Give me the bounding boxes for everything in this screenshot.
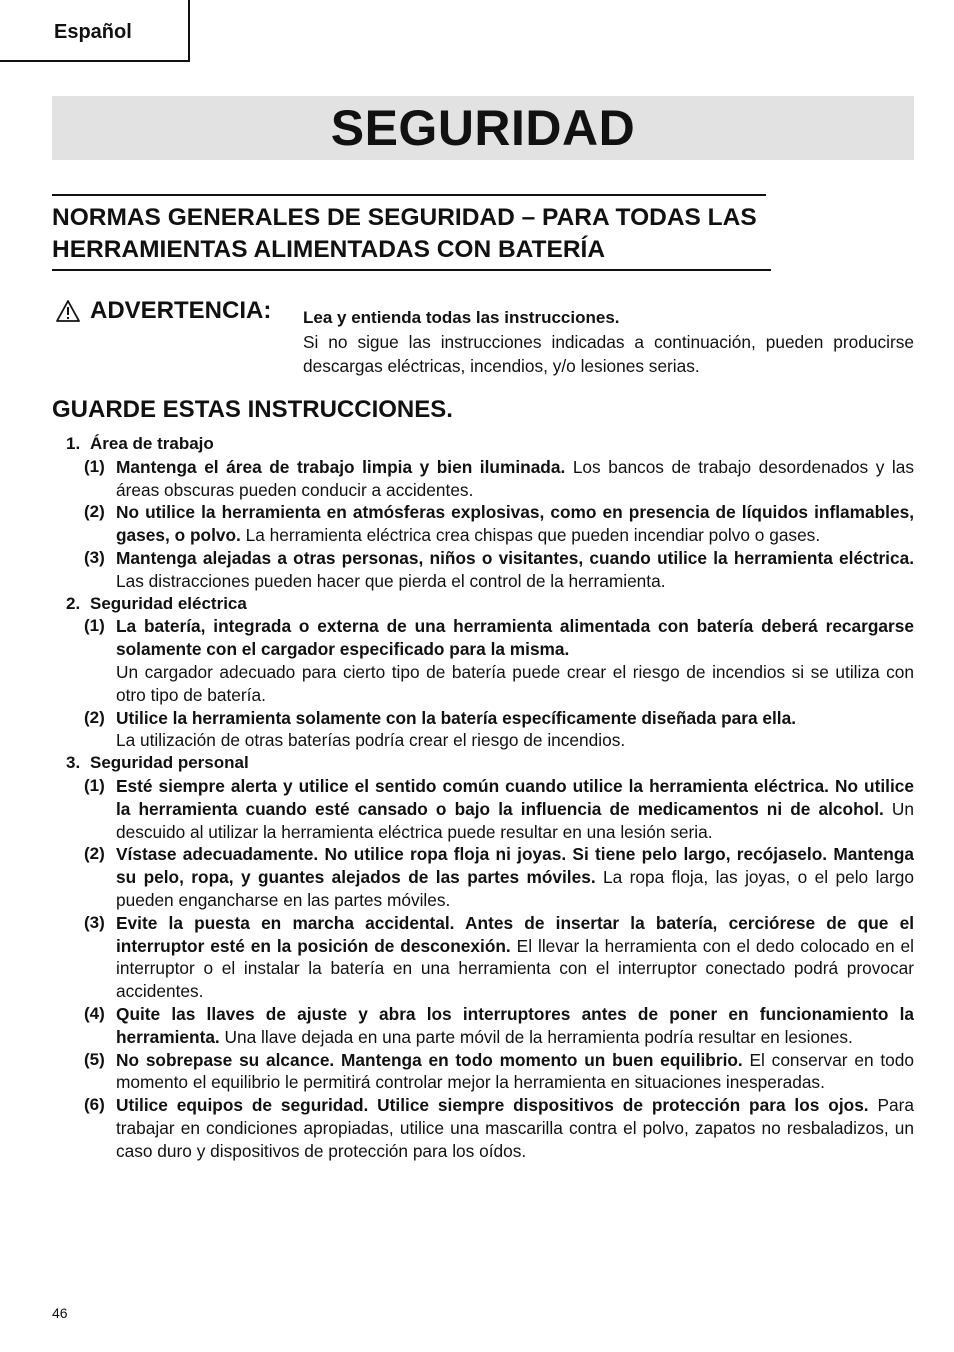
list-item — [84, 707, 914, 753]
save-instructions-heading: GUARDE ESTAS INSTRUCCIONES. — [52, 396, 453, 423]
page-number: 46 — [52, 1305, 68, 1321]
list-item — [84, 1049, 914, 1095]
item-number: (2) — [84, 502, 105, 522]
item-body — [116, 1003, 914, 1049]
heading-bottom-rule — [52, 269, 771, 271]
language-tab — [0, 0, 190, 62]
item-number: (6) — [84, 1095, 105, 1115]
item-text: Una llave dejada en una parte móvil de la herramienta podría resultar en lesiones. — [219, 1026, 853, 1047]
item-text: Para trabajar en condiciones apropiadas, utilice una mascarilla contra el polvo, zapatos no resbaladizos, un caso duro y dispositivos de protección para los oídos. — [116, 1095, 914, 1161]
title-bar — [52, 96, 914, 160]
heading-top-rule — [52, 194, 766, 196]
item-number: (5) — [84, 1049, 105, 1069]
section-title-text: Área de trabajo — [90, 434, 214, 453]
item-bold-text: Vístase adecuadamente. No utilice ropa floja ni joyas. Si tiene pelo largo, recójaselo. Mantenga su pelo, ropa, y guantes alejados de las partes móviles. — [116, 844, 914, 888]
list-item — [84, 912, 914, 1003]
list-item — [84, 547, 914, 593]
item-number: (3) — [84, 547, 105, 567]
item-body — [116, 456, 914, 502]
item-number: (3) — [84, 912, 105, 932]
list-item — [84, 1003, 914, 1049]
item-number: (1) — [84, 456, 105, 476]
list-item — [84, 615, 914, 706]
item-extra-text: Un cargador adecuado para cierto tipo de batería puede crear el riesgo de incendios si se utiliza con otro tipo de batería. — [116, 661, 914, 705]
item-text: El llevar la herramienta con el dedo colocado en el interruptor o el instalar la batería en una herramienta con el interruptor conectado podrá provocar accidentes. — [116, 935, 915, 1002]
list-item — [84, 775, 914, 843]
warning-block — [52, 298, 914, 378]
item-text: Las distracciones pueden hacer que pierda el control de la herramienta. — [116, 570, 666, 591]
item-body — [116, 775, 914, 843]
item-bold-text: Utilice la herramienta solamente con la batería específicamente diseñada para ella. — [116, 707, 797, 728]
section-number: 3. — [66, 753, 81, 773]
warning-body: Si no sigue las instrucciones indicadas a continuación, pueden producirse descargas eléctricas, incendios, y/o lesiones serias. — [303, 332, 914, 376]
item-extra-text: La utilización de otras baterías podría crear el riesgo de incendios. — [116, 730, 626, 751]
item-number: (2) — [84, 844, 105, 864]
item-body — [116, 912, 914, 1003]
item-bold-text: Mantenga el área de trabajo limpia y bien iluminada. — [116, 456, 566, 477]
page-title: SEGURIDAD — [330, 100, 636, 156]
section-title — [66, 593, 914, 616]
warning-triangle-icon — [56, 300, 80, 322]
section-title-text: Seguridad personal — [90, 753, 249, 773]
section-title — [66, 752, 914, 775]
section-heading: NORMAS GENERALES DE SEGURIDAD – PARA TODAS LAS HERRAMIENTAS ALIMENTADAS CON BATERÍA — [52, 204, 757, 263]
item-number: (4) — [84, 1003, 105, 1023]
item-body — [116, 707, 914, 753]
item-bold-text: Mantenga alejadas a otras personas, niños o visitantes, cuando utilice la herramienta eléctrica. — [116, 547, 914, 568]
item-number: (2) — [84, 707, 105, 727]
safety-rules-list — [52, 433, 914, 1163]
item-text: La ropa floja, las joyas, o el pelo largo pueden engancharse en las partes móviles. — [116, 867, 914, 910]
item-bold-text: No sobrepase su alcance. Mantenga en todo momento un buen equilibrio. — [116, 1049, 743, 1070]
item-bold-text: No utilice la herramienta en atmósferas explosivas, como en presencia de líquidos inflamables, gases, o polvo. — [116, 502, 914, 546]
item-body — [116, 615, 914, 706]
item-body — [116, 501, 914, 547]
item-body — [116, 1049, 914, 1095]
item-bold-text: Esté siempre alerta y utilice el sentido común cuando utilice la herramienta eléctrica. No utilice la herramienta cuando esté cansado o bajo la influencia de medicamentos ni de alcohol. — [116, 775, 914, 819]
section-number: 1. — [66, 434, 81, 453]
item-bold-text: Evite la puesta en marcha accidental. Antes de insertar la batería, cerciórese de que el interruptor esté en la posición de desconexión. — [116, 912, 914, 956]
item-bold-text: Utilice equipos de seguridad. Utilice siempre dispositivos de protección para los ojos. — [116, 1095, 869, 1116]
section-number: 2. — [66, 593, 81, 613]
section-title-text: Seguridad eléctrica — [90, 593, 247, 613]
warning-bold-line: Lea y entienda todas las instrucciones. — [303, 308, 620, 327]
list-item — [84, 456, 914, 502]
warning-label: ADVERTENCIA: — [90, 297, 272, 324]
item-body — [116, 1094, 914, 1162]
item-text: El conservar en todo momento el equilibrio le permitirá controlar mejor la herramienta en situaciones inesperadas. — [116, 1049, 914, 1093]
item-body — [116, 843, 914, 911]
item-number: (1) — [84, 775, 105, 795]
language-label: Español — [54, 21, 132, 43]
item-text: Un descuido al utilizar la herramienta eléctrica puede resultar en una lesión seria. — [116, 798, 914, 842]
item-body — [116, 547, 914, 593]
list-item — [84, 1094, 914, 1162]
warning-text — [303, 306, 914, 378]
item-text: La herramienta eléctrica crea chispas que pueden incendiar polvo o gases. — [240, 525, 821, 546]
list-item — [84, 843, 914, 911]
item-number: (1) — [84, 616, 105, 636]
list-item — [84, 501, 914, 547]
item-bold-text: La batería, integrada o externa de una herramienta alimentada con batería deberá recargarse solamente con el cargador especificado para la misma. — [116, 616, 914, 660]
item-bold-text: Quite las llaves de ajuste y abra los interruptores antes de poner en funcionamiento la herramienta. — [116, 1003, 914, 1047]
section-title — [66, 433, 914, 456]
item-text: Los bancos de trabajo desordenados y las áreas obscuras pueden conducir a accidentes. — [116, 456, 914, 500]
